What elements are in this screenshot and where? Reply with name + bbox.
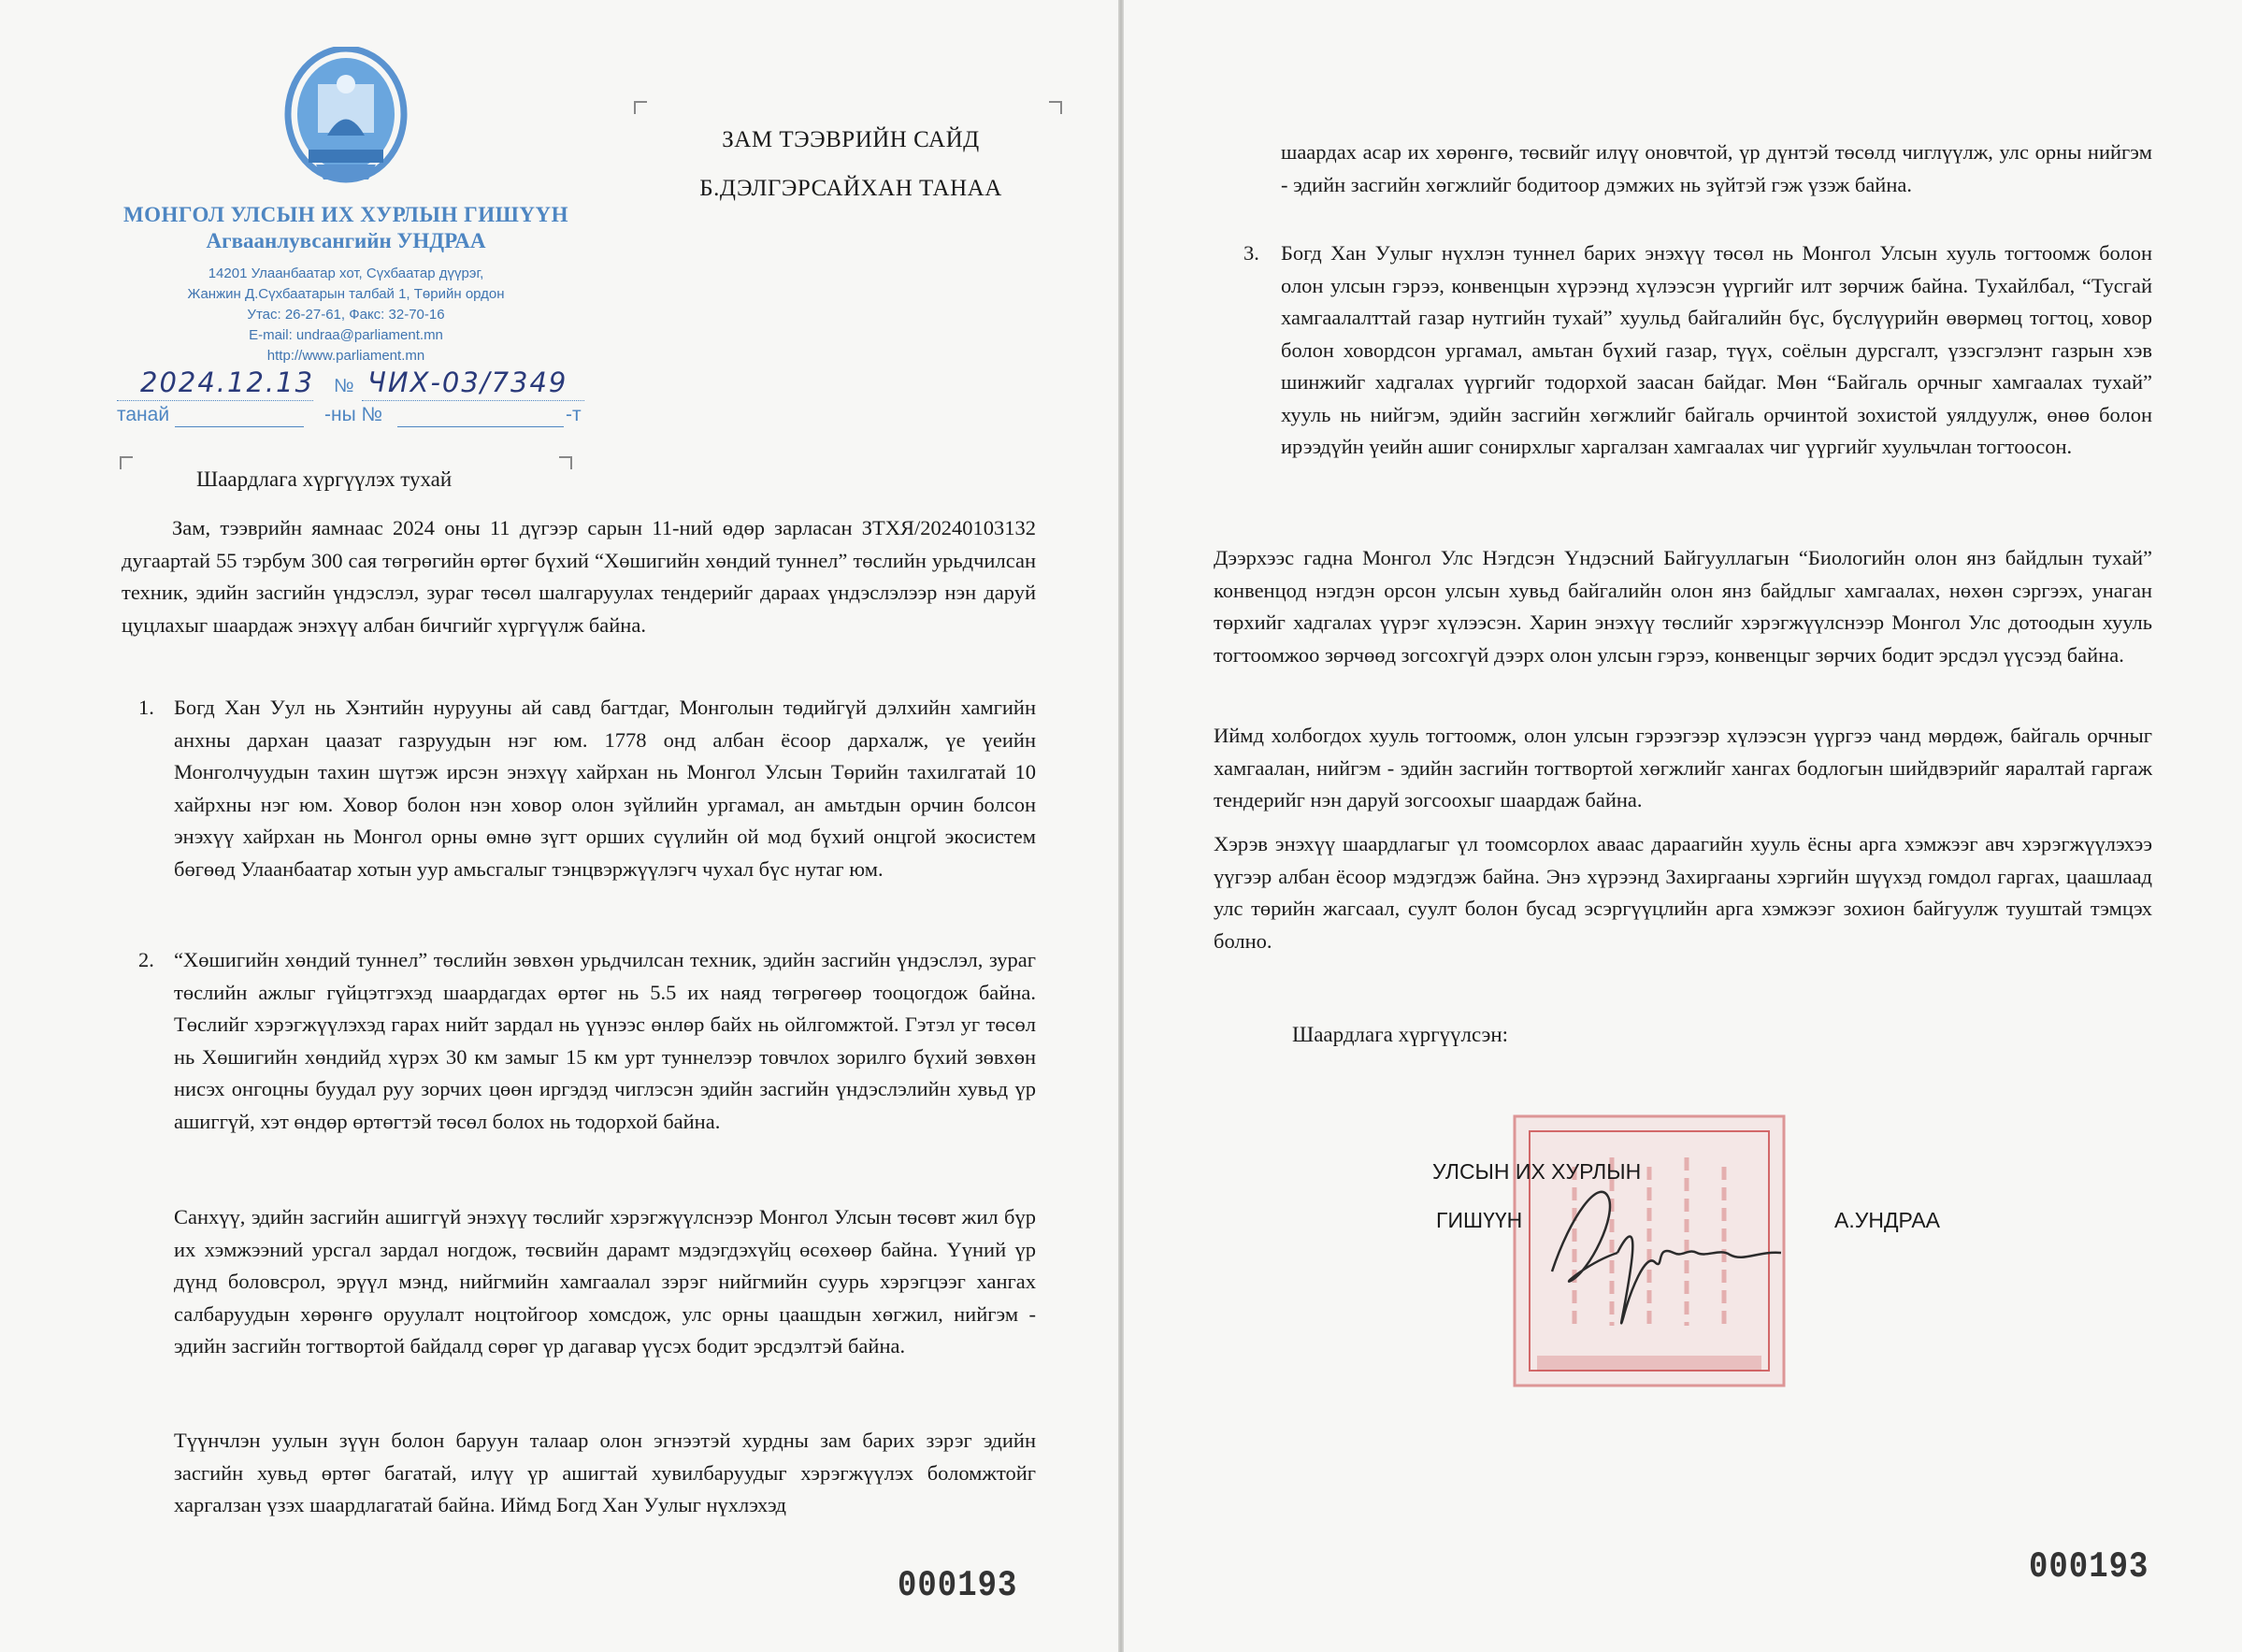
number-label: № [334, 376, 354, 396]
signer-name: А.УНДРАА [1834, 1208, 1941, 1232]
paragraph-2-continued: шаардах асар их хөрөнгө, төсвийг илүү оновчтой, үр дүнтэй төсөлд чиглүүлж, улс орны нийгэм - эдийн засгийн хөгжлийг бодитоор дэмжих нь зүйтэй гэж үзэж байна. [1281, 140, 2152, 196]
recipient-name: Б.ДЭЛГЭРСАЙХАН ТАНАА [699, 176, 1002, 201]
website-line: http://www.parliament.mn [266, 348, 425, 364]
address-line: 14201 Улаанбаатар хот, Сүхбаатар дүүрэг, [208, 266, 484, 281]
address-line: Жанжин Д.Сүхбаатарын талбай 1, Төрийн ордон [187, 286, 505, 302]
paragraph-5: Иймд холбогдох хууль тогтоомж, олон улсын гэрээгээр хүлээсэн үүргээ чанд мөрдөж, байгаль орчныг хамгаалан, нийгэм - эдийн засгийн тогтвортой хөгжлийг хангах бодлогын шийдвэрийг яаралтай гаргаж тендерийг нэн даруй зогсоохыг шаардаж байна. [1214, 724, 2152, 812]
state-emblem-icon [280, 47, 411, 187]
paragraph-6: Хэрэв энэхүү шаардлагыг үл тоомсорлох аваас дараагийн хууль ёсны арга хэмжээг авч хэрэгжүүлэхээ үүгээр албан ёсоор мэдэгдэж байна. Энэ хүрээнд Захиргааны хэргийн шүүхэд гомдол гаргах, цаашлаад улс төрийн жагсаал, суулт болон бусад эсэргүүцлийн арга хэмжээг зохион байгуулж тууштай тэмцэх болно. [1214, 832, 2152, 953]
ref-label-1: танай [117, 404, 170, 425]
corner-mark [120, 456, 133, 469]
org-address [93, 264, 598, 366]
signer-title-line2: ГИШҮҮН [1436, 1208, 1523, 1232]
serial-number: 000193 [2029, 1547, 2149, 1588]
serial-number: 000193 [898, 1566, 1018, 1607]
corner-mark [634, 101, 647, 114]
paragraph-4: Дээрхээс гадна Монгол Улс Нэгдсэн Үндэсний Байгууллагын “Биологийн олон янз байдлын тухай” конвенцод нэгдэн орсон улсын хувьд байгалийн олон янз байдлыг хамгаалах, нөхөн сэргээх, унаган төрхийг хадгалах үүрэг хүлээсэн. Харин энэхүү төслийг хэрэгжүүлснээр Монгол Улс дотоодын хууль тогтоомжоо зөрчөөд зогсохгүй дээрх олон улсын гэрээ, конвенцыг зөрчих бодит эрсдэл үүсээд байна. [1214, 546, 2152, 667]
recipient [673, 116, 1028, 213]
paragraph-2b: Санхүү, эдийн засгийн ашиггүй энэхүү төслийг хэрэгжүүлснээр Монгол Улсын төсөвт жил бүр их хэмжээний урсгал зардал ногдож, төсвийн дарамт мэдэгдэхүйц өсөхөөр байна. Үүний үр дүнд боловсрол, эрүүл мэнд, нийгмийн хамгаалал зэрэг нийгмийн суурь хэрэгцээг хангах салбаруудын хөрөнгө оруулалт ноцтойгоор хомсдож, улс орны цаашдын хөгжил, нийгэм - эдийн засгийн тогтвортой байдалд сөрөг үр дагавар үүсэх бодит эрсдэлтэй байна. [174, 1205, 1036, 1358]
paragraph-2: “Хөшигийн хөндий туннел” төслийн зөвхөн урьдчилсан техник, эдийн засгийн үндэслэл, зураг төслийн ажлыг гүйцэтгэхэд шаардагдах өртөг нь 5.5 их наяд төгрөгөөр тооцогдож байна. Төслийг хэрэгжүүлэхэд гарах нийт зардал нь үүнээс өнлөр байх нь ойлгомжтой. Гэтэл уг төсөл нь Хөшигийн хөндийд хүрэх 30 км замыг 15 км урт туннелээр товчлох зорилго бүхий зөвхөн нисэх онгоцны буудал руу зорчих цөөн иргэдэд чиглэсэн эдийн засгийн үндэслэлийн хувьд үр ашиггүй, хэт өндөр өртөгтэй төсөл болох нь тодорхой байна. [174, 948, 1036, 1133]
org-title: МОНГОЛ УЛСЫН ИХ ХУРЛЫН ГИШҮҮН [122, 203, 569, 226]
paragraph-number: 2. [138, 948, 154, 971]
paragraph-3: Богд Хан Уулыг нүхлэн туннел барих энэхүү төсөл нь Монгол Улсын хууль тогтоомж болон олон улсын гэрээ, конвенцын хүрээнд хүлээсэн үүргийг илт зөрчиж байна. Тухайлбал, “Тусгай хамгаалалттай газар нутгийн тухай” хуульд байгалийн бүс, бүслүүрийн өвөрмөц тогтоц, ховор болон ховордсон ургамал, амьтан бүхий газар, түүх, соёлын дурсгалт, үзэсгэлэнт газрын хэв шинжийг хадгалах үүргийг тодорхой заасан байдаг. Мөн “Байгаль орчныг хамгаалах тухай” хууль нь нийгэм, эдийн засгийн хөгжлийг байгаль орчинтой зохистой уялдуулж, өнөө болон ирээдүйн үеийн ашиг сонирхлыг харгалзан хамгаалах чиг үүргийг хуульчлан тогтоосон. [1281, 241, 2152, 458]
reference-line [117, 404, 584, 432]
intro-paragraph: Зам, тээврийн яамнаас 2024 оны 11 дүгээр сарын 11-ний өдөр зарласан ЗТХЯ/20240103132 дугаартай 55 тэрбум 300 сая төгрөгийн өртөг бүхий “Хөшигийн хөндий туннел” төслийн урьдчилсан техник, эдийн засгийн үндэслэл, зураг төсөл шалгаруулах тендерийг дараах үндэслэлээр нэн даруй цуцлахыг шаардаж энэхүү албан бичгийг хүргүүлж байна. [122, 516, 1036, 637]
signer-title-line1: УЛСЫН ИХ ХУРЛЫН [1432, 1159, 1642, 1184]
email-line: E-mail: undraa@parliament.mn [249, 327, 443, 343]
letter-number: ЧИХ-03/7349 [367, 366, 568, 398]
phone-line: Утас: 26-27-61, Факс: 32-70-16 [247, 307, 445, 323]
handwritten-signature [1533, 1159, 1795, 1346]
paragraph-number: 3. [1243, 241, 1259, 265]
sender-label: Шаардлага хүргүүлсэн: [1292, 1023, 1509, 1046]
corner-mark [559, 456, 572, 469]
paragraph-1: Богд Хан Уул нь Хэнтийн нурууны ай савд багтдаг, Монголын төдийгүй дэлхийн хамгийн анхны дархан цаазат газруудын нэг юм. 1778 онд албан ёсоор дархалж, үе үеийн Монголчуудын тахин шүтэж ирсэн энэхүү хайрхан нь Монгол Улсын Төрийн тахилгатай 10 хайрхны нэг юм. Ховор болон нэн ховор олон зүйлийн ургамал, ан амьтдын орчин болсон энэхүү хайрхан нь Монгол орны өмнө зүгт орших сүүлийн ой мод бүхий онцгой экосистем бөгөөд Улаанбаатар хотын уур амьсгалыг тэнцвэржүүлэгч чухал бүс нутаг юм. [174, 696, 1036, 881]
paragraph-number: 1. [138, 696, 154, 719]
org-name: Агваанлувсангийн УНДРАА [206, 229, 486, 252]
recipient-title: ЗАМ ТЭЭВРИЙН САЙД [722, 127, 980, 152]
ref-label-3: -т [566, 404, 582, 425]
ref-label-2: -ны № [324, 404, 383, 425]
corner-mark [1049, 101, 1062, 114]
letter-date: 2024.12.13 [140, 366, 315, 398]
page-left [0, 0, 1118, 1652]
page-right [1124, 0, 2242, 1652]
subject: Шаардлага хүргүүлэх тухай [196, 467, 453, 491]
paragraph-2c: Түүнчлэн уулын зүүн болон баруун талаар олон эгнээтэй хурдны зам барих зэрэг эдийн засгийн хувьд өртөг багатай, илүү үр ашигтай хувилбаруудыг хэрэгжүүлэх боломжтойг харгалзан үзэх шаардлагатай байна. Иймд Богд Хан Уулыг нүхлэхэд [174, 1429, 1036, 1516]
registration-line [117, 366, 584, 404]
